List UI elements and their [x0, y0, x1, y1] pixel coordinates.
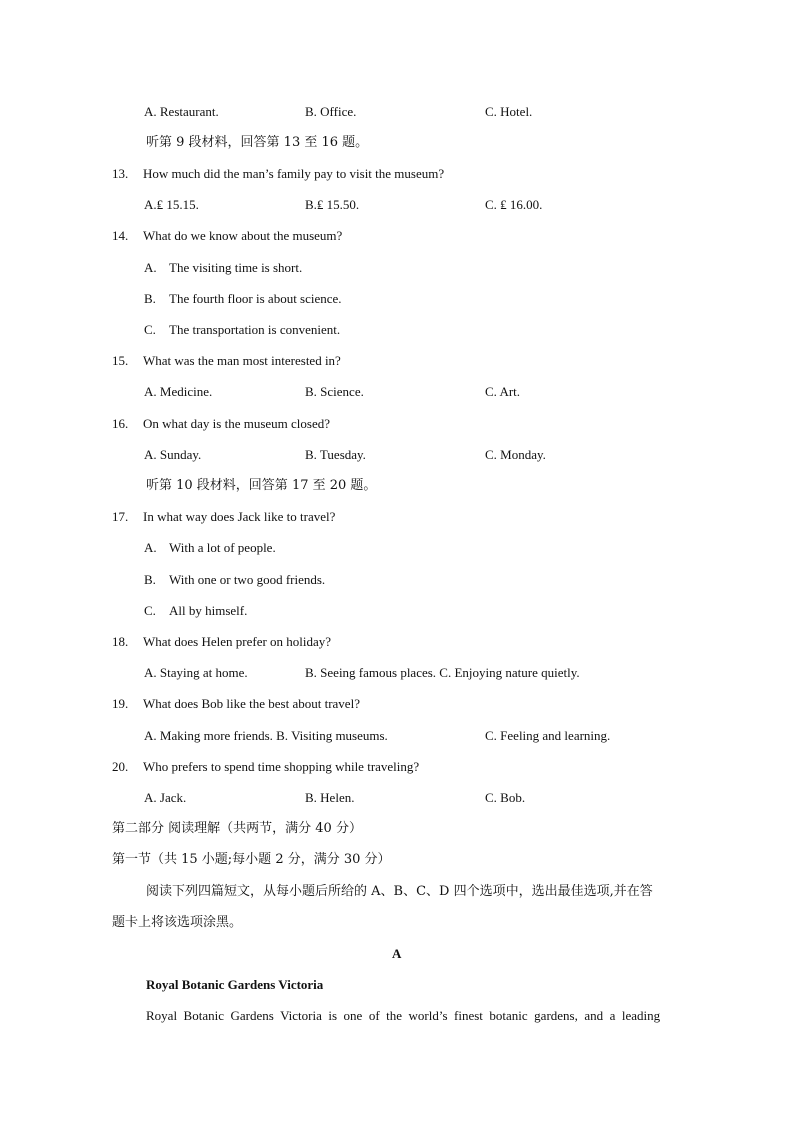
section1-heading: 第一节（共 15 小题;每小题 2 分，满分 30 分） [112, 852, 391, 867]
q16-text: On what day is the museum closed? [143, 416, 331, 431]
q13-option-b: B.₤ 15.50. [305, 197, 360, 212]
q17-option-a-letter: A. [144, 540, 157, 555]
q18-text: What does Helen prefer on holiday? [143, 634, 332, 649]
q12-option-b: B. Office. [305, 104, 357, 119]
q17-number: 17. [112, 509, 129, 524]
passage-first-line: Royal Botanic Gardens Victoria is one of the world’s finest botanic gardens, and a leading [146, 1008, 661, 1023]
q18-option-b-c: B. Seeing famous places. C. Enjoying nature quietly. [305, 665, 580, 680]
section9-instruction: 听第 9 段材料，回答第 13 至 16 题。 [146, 135, 369, 150]
q13-option-c: C. ₤ 16.00. [485, 197, 543, 212]
q18-option-a: A. Staying at home. [144, 665, 248, 680]
q12-option-a: A. Restaurant. [144, 104, 219, 119]
q16-option-c: C. Monday. [485, 447, 546, 462]
q19-number: 19. [112, 696, 129, 711]
q17-option-b-letter: B. [144, 572, 156, 587]
q17-option-c-text: All by himself. [169, 603, 248, 618]
q14-option-c-text: The transportation is convenient. [169, 322, 341, 337]
q20-option-b: B. Helen. [305, 790, 355, 805]
q17-option-b-text: With one or two good friends. [169, 572, 326, 587]
passage-title: Royal Botanic Gardens Victoria [146, 977, 324, 992]
q13-option-a: A.₤ 15.15. [144, 197, 199, 212]
q14-number: 14. [112, 228, 129, 243]
part2-heading: 第二部分 阅读理解（共两节，满分 40 分） [112, 821, 362, 836]
q15-option-a: A. Medicine. [144, 384, 213, 399]
q20-option-c: C. Bob. [485, 790, 526, 805]
q20-text: Who prefers to spend time shopping while traveling? [143, 759, 420, 774]
section10-instruction: 听第 10 段材料，回答第 17 至 20 题。 [146, 478, 377, 493]
q15-number: 15. [112, 353, 129, 368]
passage-label: A [392, 946, 402, 961]
q14-option-c-letter: C. [144, 322, 156, 337]
q19-text: What does Bob like the best about travel? [143, 696, 360, 711]
q20-number: 20. [112, 759, 129, 774]
q13-number: 13. [112, 166, 129, 181]
q12-option-c: C. Hotel. [485, 104, 533, 119]
reading-instruction-line1: 阅读下列四篇短文，从每小题后所给的 A、B、C、D 四个选项中，选出最佳选项,并在答 [146, 884, 653, 899]
q14-option-b-letter: B. [144, 291, 156, 306]
q19-option-a-b: A. Making more friends. B. Visiting museums. [144, 728, 388, 743]
q16-option-b: B. Tuesday. [305, 447, 366, 462]
q17-option-a-text: With a lot of people. [169, 540, 276, 555]
q16-number: 16. [112, 416, 129, 431]
q17-text: In what way does Jack like to travel? [143, 509, 336, 524]
q14-option-a-text: The visiting time is short. [169, 260, 303, 275]
q18-number: 18. [112, 634, 129, 649]
q15-option-c: C. Art. [485, 384, 521, 399]
q14-option-a-letter: A. [144, 260, 157, 275]
q14-option-b-text: The fourth floor is about science. [169, 291, 342, 306]
q17-option-c-letter: C. [144, 603, 156, 618]
q15-option-b: B. Science. [305, 384, 364, 399]
q19-option-c: C. Feeling and learning. [485, 728, 611, 743]
q20-option-a: A. Jack. [144, 790, 187, 805]
q13-text: How much did the man’s family pay to visit the museum? [143, 166, 445, 181]
q16-option-a: A. Sunday. [144, 447, 202, 462]
q15-text: What was the man most interested in? [143, 353, 341, 368]
reading-instruction-line2: 题卡上将该选项涂黑。 [112, 915, 243, 930]
q14-text: What do we know about the museum? [143, 228, 343, 243]
